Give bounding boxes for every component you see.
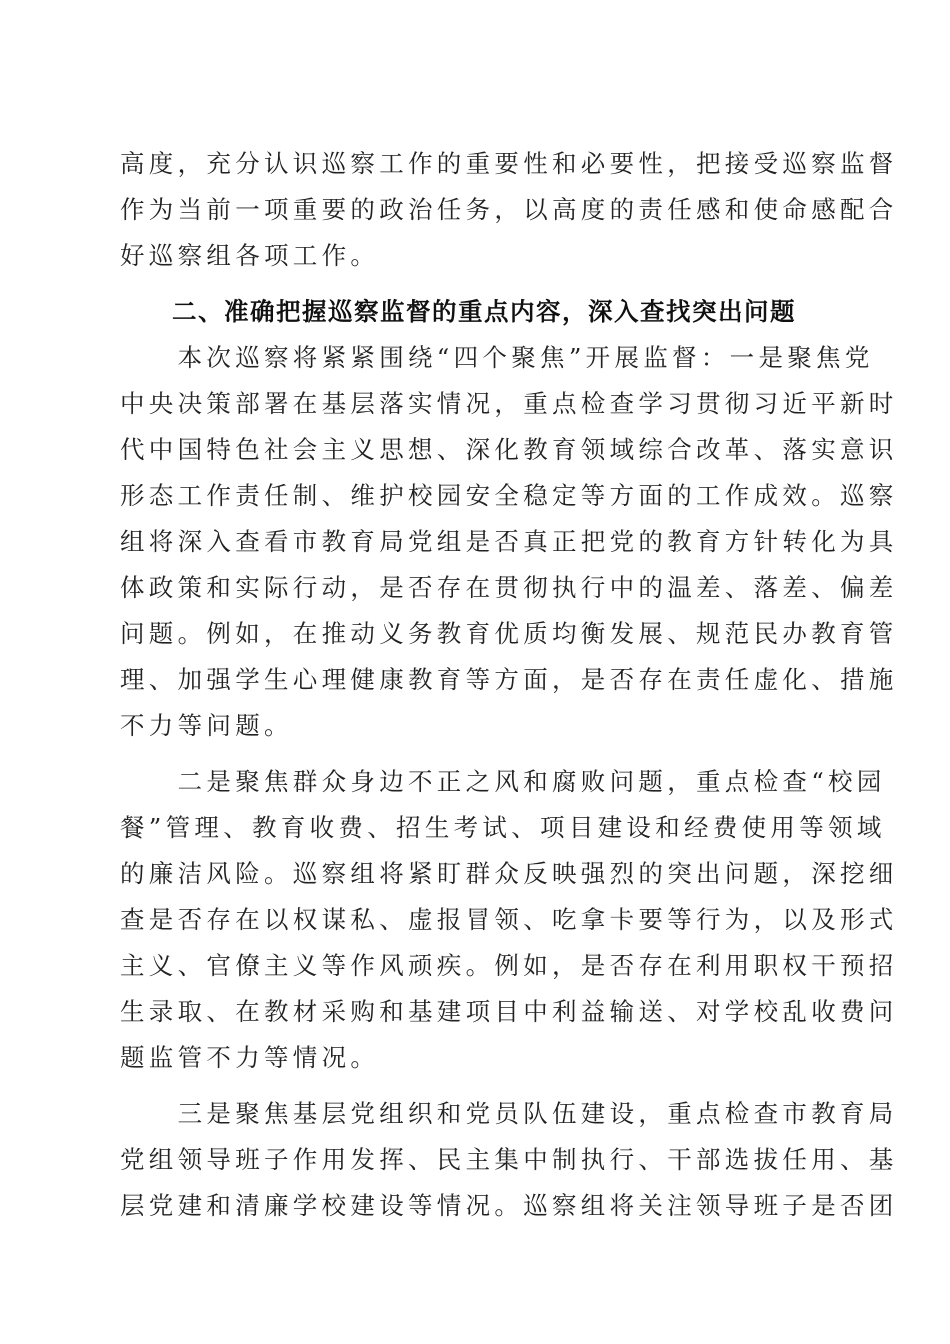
text-line: 本次巡察将紧紧围绕“四个聚焦”开展监督：一是聚焦党 [120, 343, 874, 372]
text-line: 问题。例如，在推动义务教育优质均衡发展、规范民办教育管 [120, 619, 898, 648]
paragraph-intro-continued [120, 141, 898, 279]
text-line: 组将深入查看市教育局党组是否真正把党的教育方针转化为具 [120, 527, 898, 556]
text-line: 题监管不力等情况。 [120, 1043, 380, 1072]
text-line: 体政策和实际行动，是否存在贯彻执行中的温差、落差、偏差 [120, 573, 898, 602]
text-line: 生录取、在教材采购和基建项目中利益输送、对学校乱收费问 [120, 997, 898, 1026]
text-line: 作为当前一项重要的政治任务，以高度的责任感和使命感配合 [120, 195, 898, 224]
text-line: 餐”管理、教育收费、招生考试、项目建设和经费使用等领域 [120, 813, 886, 842]
text-line: 高度，充分认识巡察工作的重要性和必要性，把接受巡察监督 [120, 149, 898, 178]
text-line: 主义、官僚主义等作风顽疾。例如，是否存在利用职权干预招 [120, 951, 898, 980]
paragraph-focus-three [120, 1091, 898, 1229]
text-line: 二是聚焦群众身边不正之风和腐败问题，重点检查“校园 [120, 767, 886, 796]
text-line: 好巡察组各项工作。 [120, 241, 380, 270]
document-body [120, 141, 898, 1229]
text-line: 不力等问题。 [120, 711, 293, 740]
text-line: 理、加强学生心理健康教育等方面，是否存在责任虚化、措施 [120, 665, 898, 694]
text-line: 中央决策部署在基层落实情况，重点检查学习贯彻习近平新时 [120, 389, 898, 418]
text-line: 党组领导班子作用发挥、民主集中制执行、干部选拔任用、基 [120, 1145, 898, 1174]
heading-line: 二、准确把握巡察监督的重点内容，深入查找突出问题 [120, 297, 796, 326]
paragraph-focus-two [120, 759, 898, 1081]
text-line: 查是否存在以权谋私、虚报冒领、吃拿卡要等行为，以及形式 [120, 905, 898, 934]
text-line: 的廉洁风险。巡察组将紧盯群众反映强烈的突出问题，深挖细 [120, 859, 898, 888]
text-line: 层党建和清廉学校建设等情况。巡察组将关注领导班子是否团 [120, 1191, 898, 1220]
text-line: 代中国特色社会主义思想、深化教育领域综合改革、落实意识 [120, 435, 898, 464]
section-heading [120, 289, 832, 335]
text-line: 形态工作责任制、维护校园安全稳定等方面的工作成效。巡察 [120, 481, 898, 510]
text-line: 三是聚焦基层党组织和党员队伍建设，重点检查市教育局 [120, 1099, 898, 1128]
paragraph-focus-one [120, 335, 898, 749]
